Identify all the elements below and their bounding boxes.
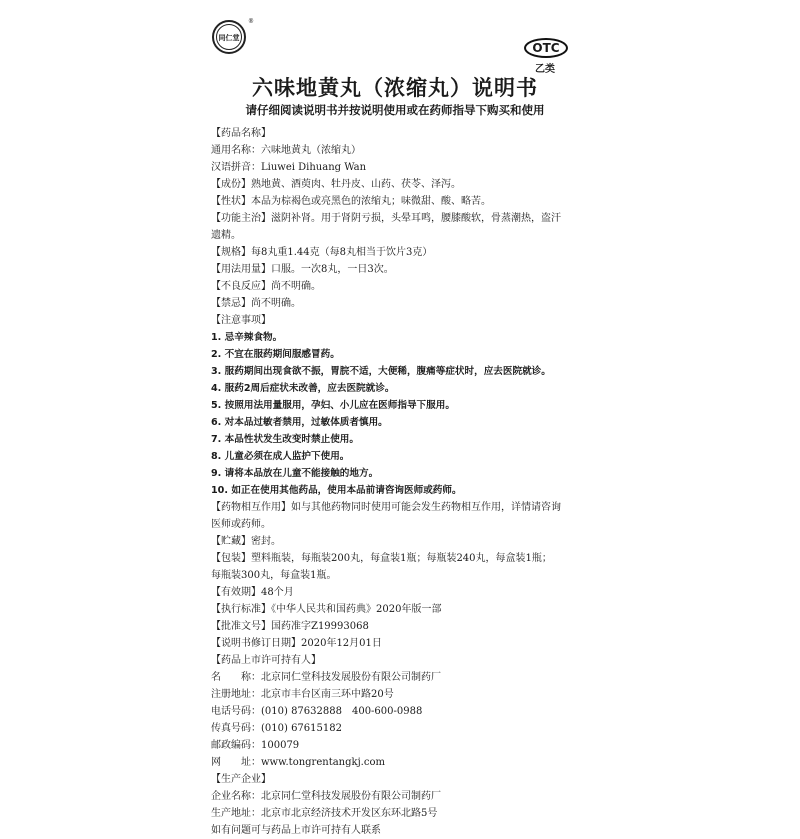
interactions-line-2: 医师或药师。 [211,519,271,530]
mah-heading: 【药品上市许可持有人】 [211,655,321,666]
precaution-item: 8. 儿童必须在成人监护下使用。 [211,451,350,462]
specification-line: 【规格】每8丸重1.44克（每8丸相当于饮片3克） [211,247,433,258]
precaution-item: 4. 服药2周后症状未改善，应去医院就诊。 [211,383,395,394]
brand-logo [212,20,246,54]
revision-date-line: 【说明书修订日期】2020年12月01日 [211,638,382,649]
section-drug-name-heading: 【药品名称】 [211,128,271,139]
generic-name-line: 通用名称：六味地黄丸（浓缩丸） [211,145,361,156]
packaging-line-1: 【包装】塑料瓶装，每瓶装200丸，每盒装1瓶；每瓶装240丸，每盒装1瓶； [211,553,552,564]
precaution-item: 9. 请将本品放在儿童不能接触的地方。 [211,468,379,479]
shelf-life-line: 【有效期】48个月 [211,587,294,598]
precaution-item: 5. 按照用法用量服用，孕妇、小儿应在医师指导下服用。 [211,400,455,411]
dosage-line: 【用法用量】口服。一次8丸，一日3次。 [211,264,394,275]
brand-logo-text: 同仁堂 [216,24,242,50]
document-title: 六味地黄丸（浓缩丸）说明书 [252,76,538,100]
packaging-line-2: 每瓶装300丸，每盒装1瓶。 [211,570,337,581]
precaution-item: 7. 本品性状发生改变时禁止使用。 [211,434,359,445]
contraindications-line: 【禁忌】尚不明确。 [211,298,301,309]
description-line: 【性状】本品为棕褐色或亮黑色的浓缩丸；味微甜、酸、略苦。 [211,196,491,207]
storage-line: 【贮藏】密封。 [211,536,281,547]
document-subtitle: 请仔细阅读说明书并按说明使用或在药师指导下购买和使用 [245,103,545,117]
contact-note-line: 如有问题可与药品上市许可持有人联系 [211,825,381,836]
precaution-item: 10. 如正在使用其他药品，使用本品前请咨询医师或药师。 [211,485,462,496]
mah-fax-line: 传真号码：(010) 67615182 [211,723,342,734]
precaution-item: 6. 对本品过敏者禁用，过敏体质者慎用。 [211,417,388,428]
indications-line-2: 遗精。 [211,230,241,241]
leaflet-body [211,125,593,839]
precaution-item: 1. 忌辛辣食物。 [211,332,283,343]
ingredients-line: 【成份】熟地黄、酒萸肉、牡丹皮、山药、茯苓、泽泻。 [211,179,461,190]
interactions-line-1: 【药物相互作用】如与其他药物同时使用可能会发生药物相互作用，详情请咨询 [211,502,561,513]
mah-postcode-line: 邮政编码：100079 [211,740,300,751]
precaution-item: 3. 服药期间出现食欲不振，胃脘不适，大便稀，腹痛等症状时，应去医院就诊。 [211,366,551,377]
mah-name-line: 名 称：北京同仁堂科技发展股份有限公司制药厂 [211,672,441,683]
leaflet-sheet [190,0,600,836]
pinyin-line: 汉语拼音：Liuwei Dihuang Wan [211,162,367,173]
indications-line-1: 【功能主治】滋阴补肾。用于肾阴亏损，头晕耳鸣，腰膝酸软，骨蒸潮热，盗汗 [211,213,561,224]
otc-badge: OTC [524,38,568,58]
standard-line: 【执行标准】《中华人民共和国药典》2020年版一部 [211,604,442,615]
mah-phone-line: 电话号码：(010) 87632888 400-600-0988 [211,706,423,717]
precautions-heading: 【注意事项】 [211,315,271,326]
otc-class-label: 乙类 [535,64,555,75]
manufacturer-name-line: 企业名称：北京同仁堂科技发展股份有限公司制药厂 [211,791,441,802]
manufacturer-heading: 【生产企业】 [211,774,271,785]
precaution-item: 2. 不宜在服药期间服感冒药。 [211,349,340,360]
mah-website-line: 网 址：www.tongrentangkj.com [211,757,385,768]
approval-number-line: 【批准文号】国药准字Z19993068 [211,621,369,632]
adverse-reactions-line: 【不良反应】尚不明确。 [211,281,321,292]
registered-mark: ® [248,18,254,25]
manufacturer-address-line: 生产地址：北京市北京经济技术开发区东环北路5号 [211,808,438,819]
mah-address-line: 注册地址：北京市丰台区南三环中路20号 [211,689,394,700]
